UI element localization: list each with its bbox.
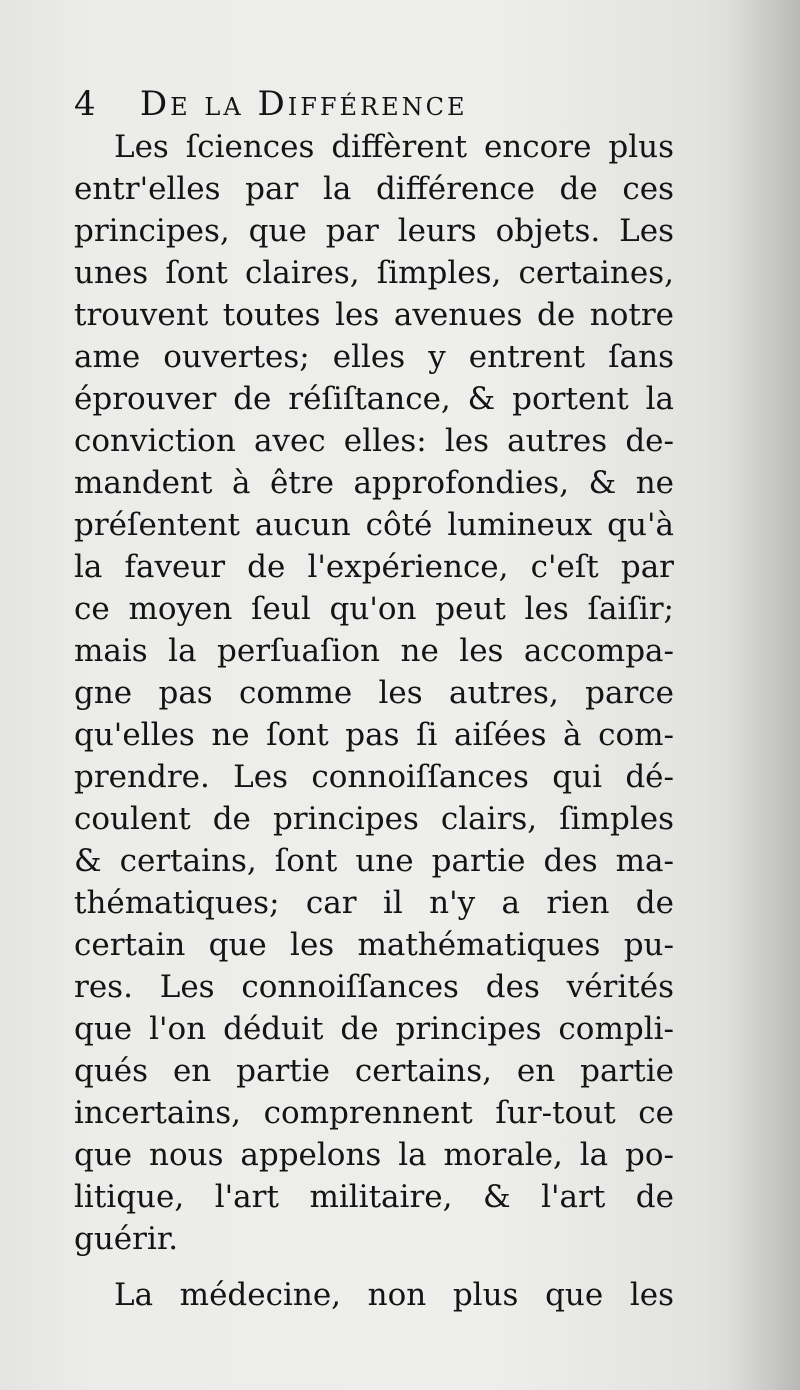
- text-line: qués en partie certains, en partie: [74, 1053, 674, 1089]
- text-line: gne pas comme les autres, parce: [74, 675, 674, 711]
- text-line: unes ſont claires, ſimples, certaines,: [74, 255, 674, 291]
- text-line: thématiques; car il n'y a rien de: [74, 885, 674, 921]
- text-line: principes, que par leurs objets. Les: [74, 213, 674, 249]
- text-line: La médecine, non plus que les: [114, 1277, 674, 1313]
- text-line: guérir.: [74, 1221, 179, 1257]
- text-line: mandent à être approfondies, & ne: [74, 465, 674, 501]
- body-text: [74, 126, 674, 1316]
- text-line: éprouver de réſiſtance, & portent la: [74, 381, 674, 417]
- text-line: certain que les mathématiques pu-: [74, 927, 674, 963]
- text-line: incertains, comprennent ſur-tout ce: [74, 1095, 674, 1131]
- paragraph-2: [74, 1274, 674, 1316]
- page-gutter-shadow: [730, 0, 800, 1390]
- paragraph-1: [74, 126, 674, 1260]
- text-line: trouvent toutes les avenues de notre: [74, 297, 674, 333]
- text-line: mais la perſuaſion ne les accompa-: [74, 633, 674, 669]
- text-line: la faveur de l'expérience, c'eſt par: [74, 549, 674, 585]
- text-line: que l'on déduit de principes compli-: [74, 1011, 674, 1047]
- text-line: que nous appelons la morale, la po-: [74, 1137, 674, 1173]
- text-line: & certains, ſont une partie des ma-: [74, 843, 674, 879]
- text-line: res. Les connoiſſances des vérités: [74, 969, 674, 1005]
- text-line: conviction avec elles: les autres de-: [74, 423, 674, 459]
- text-line: ame ouvertes; elles y entrent ſans: [74, 339, 674, 375]
- paragraph-spacer: [74, 1260, 674, 1274]
- text-line: ce moyen ſeul qu'on peut les ſaiſir;: [74, 591, 674, 627]
- page-header: [74, 82, 674, 126]
- page-number: 4: [74, 84, 97, 124]
- text-line: litique, l'art militaire, & l'art de: [74, 1179, 674, 1215]
- running-title: De la Différence: [139, 84, 468, 124]
- text-line: entr'elles par la différence de ces: [74, 171, 674, 207]
- text-line: préſentent aucun côté lumineux qu'à: [74, 507, 674, 543]
- text-line: Les ſciences diffèrent encore plus: [114, 129, 674, 165]
- text-line: coulent de principes clairs, ſimples: [74, 801, 674, 837]
- text-line: prendre. Les connoiſſances qui dé-: [74, 759, 674, 795]
- text-line: qu'elles ne ſont pas ſi aiſées à com-: [74, 717, 674, 753]
